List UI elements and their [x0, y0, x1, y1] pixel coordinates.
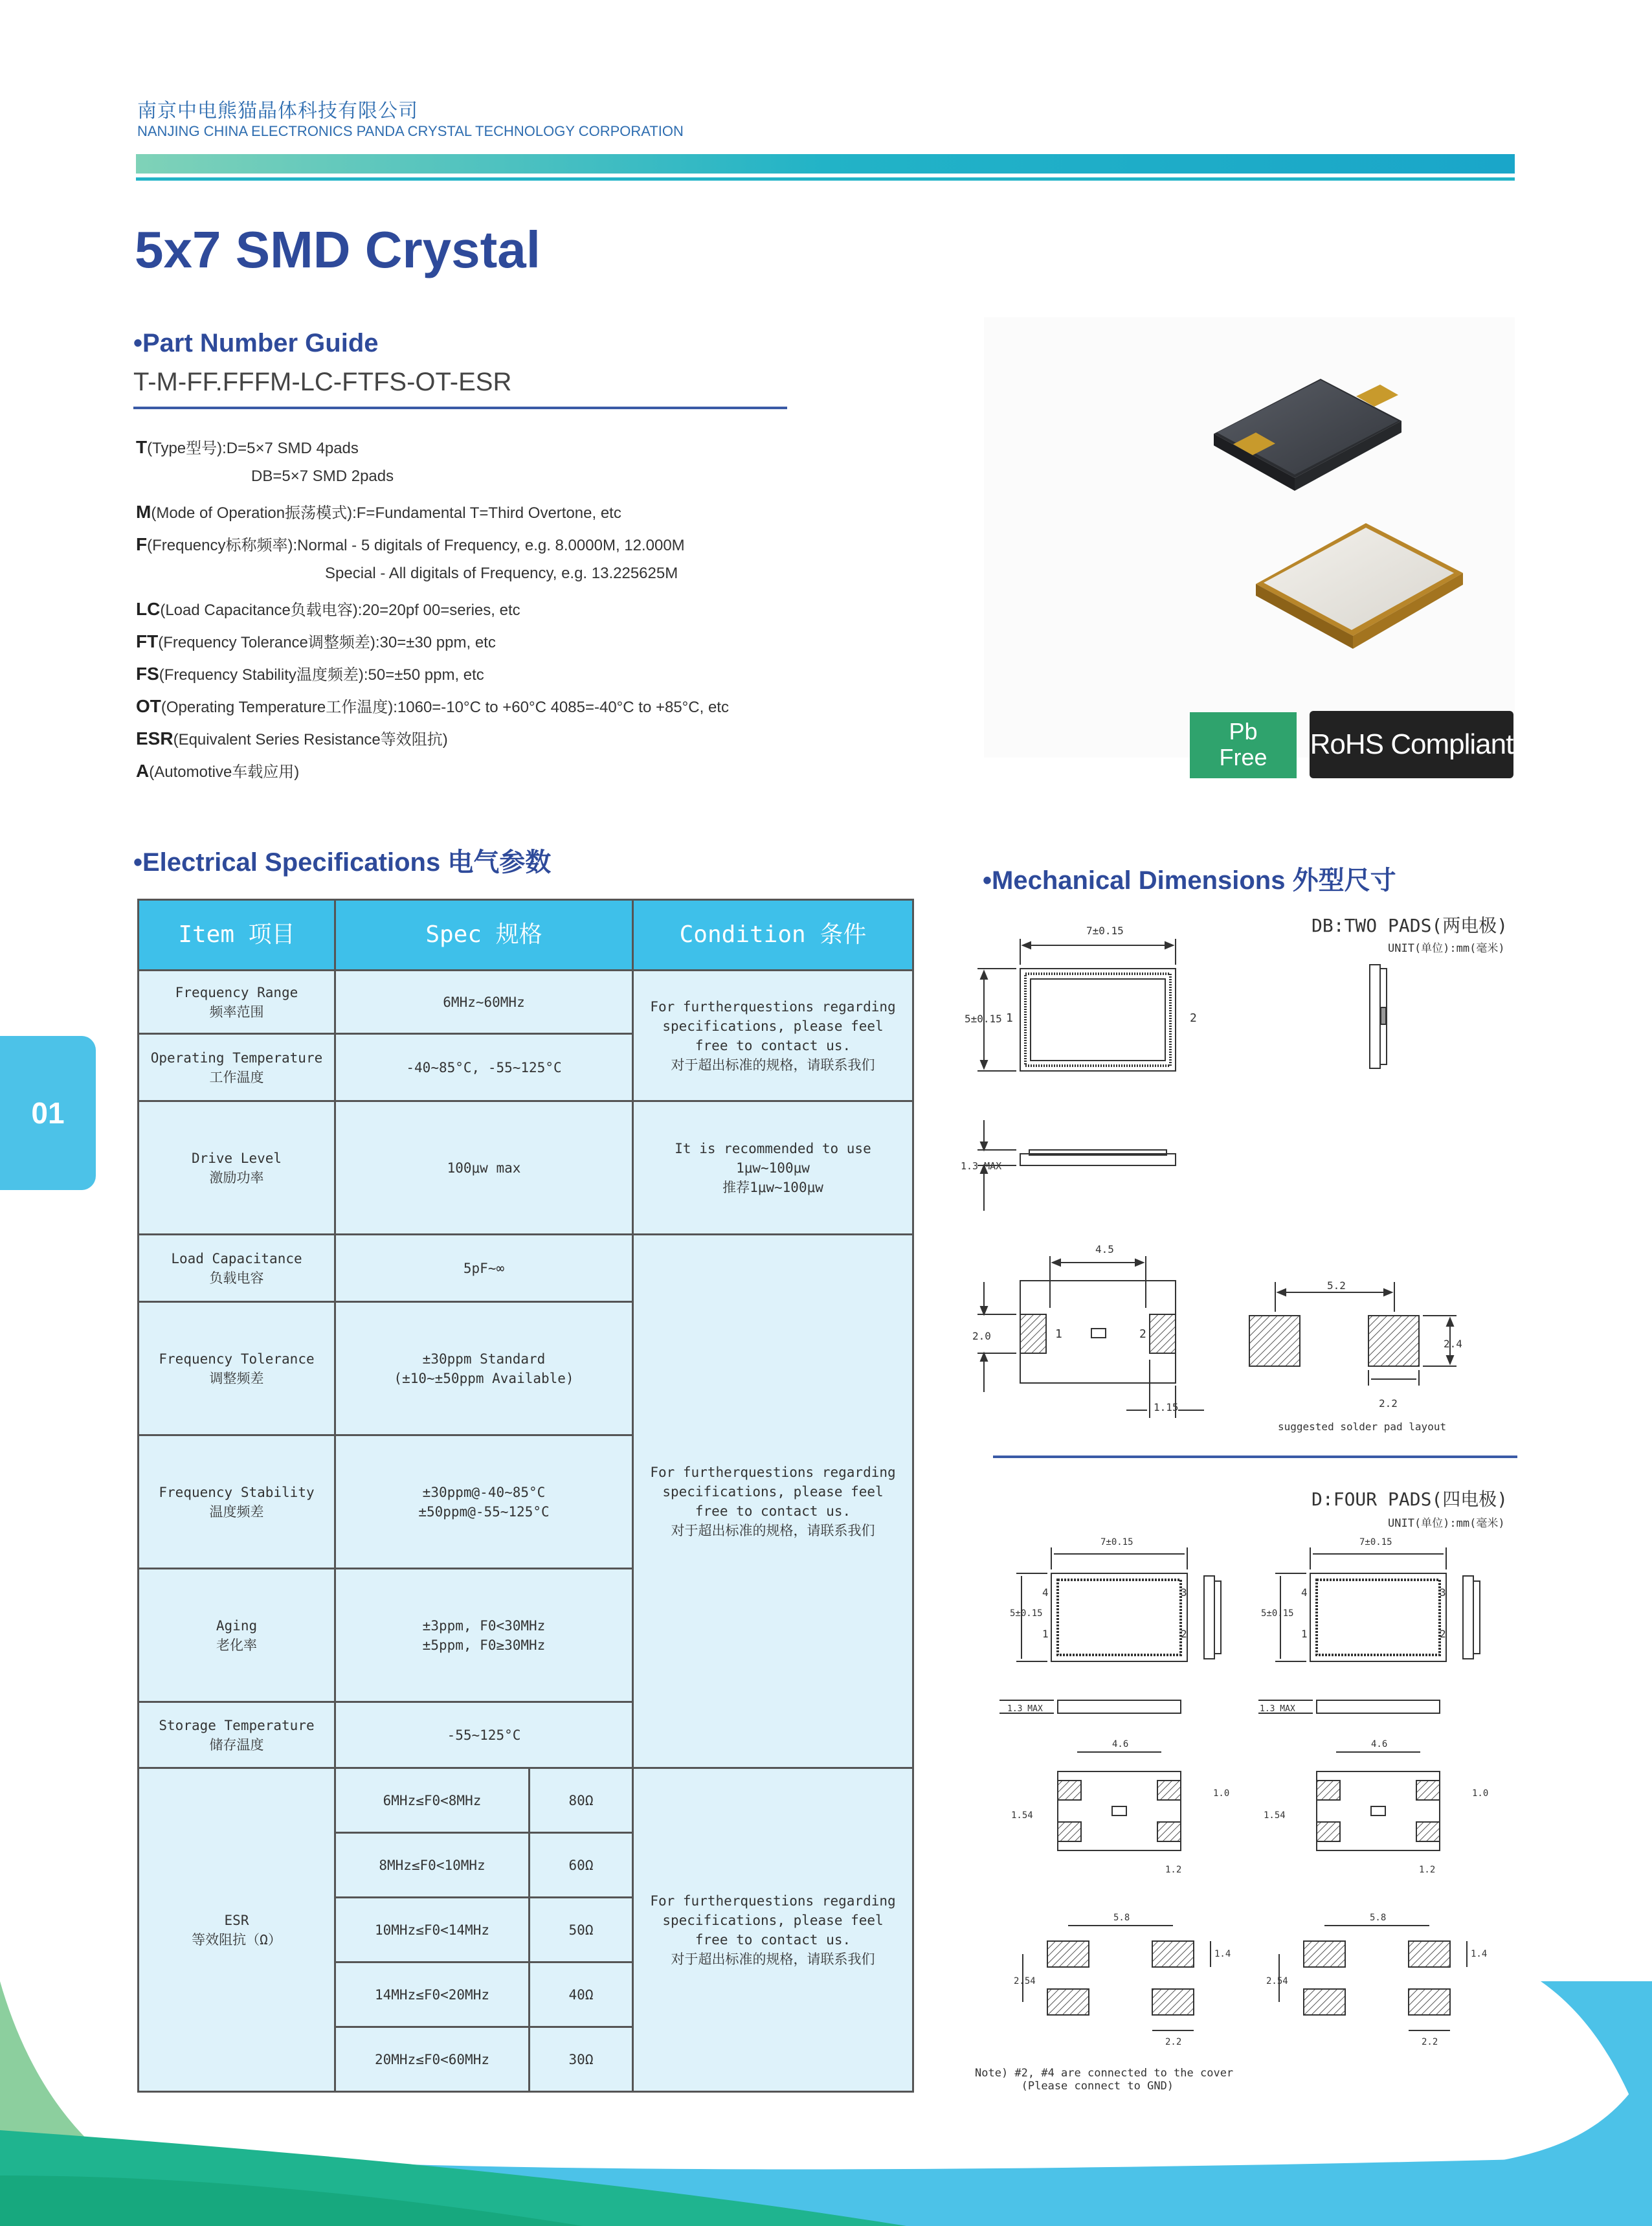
part-number-underline	[133, 407, 787, 409]
pn-line	[136, 532, 685, 555]
dim-pad-label: 2.54	[1014, 1976, 1036, 1986]
pin-label: 3	[1440, 1586, 1446, 1599]
dim-height-label: 1.3 MAX	[1260, 1704, 1295, 1714]
dim-pad-len-label: 2.2	[1165, 2037, 1182, 2047]
pn-key: FS	[136, 664, 159, 684]
spec-cell: ±30ppm@-40~85°C ±50ppm@-55~125°C	[335, 1435, 633, 1569]
rohs-badge: RoHS Compliant	[1310, 711, 1513, 778]
pn-text: (Mode of Operation振荡模式):F=Fundamental T=Third Overtone, etc	[151, 504, 621, 522]
pn-line	[136, 759, 299, 781]
dim-pad-len-label: 1.2	[1419, 1865, 1436, 1875]
pin-label: 2	[1139, 1327, 1146, 1341]
dim-pitch-label: 4.5	[1095, 1243, 1114, 1255]
company-name-en: NANJING CHINA ELECTRONICS PANDA CRYSTAL TECHNOLOGY CORPORATION	[137, 123, 684, 139]
pn-key: F	[136, 534, 148, 554]
unit-label: UNIT(单位):mm(毫米)	[1388, 942, 1505, 955]
db-solder-pad-drawing	[1243, 1269, 1463, 1386]
pn-line	[325, 565, 678, 583]
pin-label: 3	[1181, 1586, 1187, 1599]
pin-label: 1	[1301, 1628, 1308, 1640]
electrical-spec-table	[137, 899, 914, 2093]
pn-key: OT	[136, 696, 161, 716]
mechanical-note: Note) #2, #4 are connected to the cover (Please connect to GND)	[975, 2067, 1234, 2093]
dim-gap-label: 1.0	[1472, 1788, 1489, 1799]
pn-line	[251, 467, 394, 486]
pn-text: (Operating Temperature工作温度):1060=-10°C to +60°C 4085=-40°C to +85°C, etc	[161, 699, 729, 716]
dim-pad-label: 1.54	[1011, 1810, 1033, 1821]
pin-label: 2	[1181, 1628, 1187, 1640]
pin-label: 4	[1301, 1586, 1308, 1599]
pn-text: (Type型号):D=5×7 SMD 4pads	[147, 440, 359, 457]
header-condition: Condition 条件	[633, 900, 913, 971]
dim-pitch-label: 4.6	[1371, 1739, 1388, 1749]
header-item: Item 项目	[139, 900, 335, 971]
dim-pad-label: 1.54	[1264, 1810, 1286, 1821]
dim-pad-label: 2.54	[1266, 1976, 1288, 1986]
condition-cell: It is recommended to use 1μw~100μw 推荐1μw~100μw	[633, 1101, 913, 1235]
pin-label: 2	[1440, 1628, 1446, 1640]
dim-width-label: 5±0.15	[1261, 1608, 1294, 1619]
pn-line	[136, 694, 729, 717]
item-cell: Frequency Range 频率范围	[139, 971, 335, 1034]
dim-pad-height-label: 1.4	[1214, 1949, 1231, 1959]
dim-pad-height-label: 1.4	[1471, 1949, 1488, 1959]
spec-cell: -40~85°C, -55~125°C	[335, 1034, 633, 1101]
electrical-spec-title: •Electrical Specifications 电气参数	[133, 848, 552, 877]
dim-length-label: 7±0.15	[1100, 1537, 1133, 1547]
db-two-pads-label: DB:TWO PADS(两电极)	[1312, 915, 1508, 936]
item-cell: Frequency Stability 温度频差	[139, 1435, 335, 1569]
condition-cell: For furtherquestions regarding specifications, please feel free to contact us. 对于超出标准的规格，请联系我们	[633, 971, 913, 1101]
pn-line	[136, 597, 520, 620]
part-number-code: T-M-FF.FFFM-LC-FTFS-OT-ESR	[133, 368, 512, 396]
pn-key: M	[136, 502, 151, 522]
pin-label: 1	[1006, 1011, 1013, 1025]
item-cell: Operating Temperature 工作温度	[139, 1034, 335, 1101]
product-photo	[984, 317, 1515, 758]
dim-pad-len-label: 2.2	[1379, 1397, 1398, 1410]
esr-range-cell: 20MHz≤F0<60MHz	[335, 2027, 530, 2092]
pn-key: A	[136, 761, 150, 781]
esr-value-cell: 60Ω	[530, 1833, 633, 1898]
spec-cell: 6MHz~60MHz	[335, 971, 633, 1034]
spec-cell: 100μw max	[335, 1101, 633, 1235]
pn-text: Special - All digitals of Frequency, e.g. 13.225625M	[325, 565, 678, 582]
part-number-guide-title: •Part Number Guide	[133, 329, 379, 357]
header-spec: Spec 规格	[335, 900, 633, 971]
db-side-view-drawing	[1366, 962, 1392, 1072]
esr-value-cell: 30Ω	[530, 2027, 633, 2092]
item-cell: Load Capacitance 负载电容	[139, 1235, 335, 1302]
dim-pad-pitch-label: 5.8	[1113, 1913, 1130, 1923]
pin-label: 4	[1042, 1586, 1049, 1599]
dim-pad-len-label: 2.2	[1422, 2037, 1438, 2047]
pn-key: LC	[136, 599, 161, 619]
condition-cell: For furtherquestions regarding specifications, please feel free to contact us. 对于超出标准的规格，请联系我们	[633, 1768, 913, 2092]
esr-item-cell: ESR 等效阻抗（Ω）	[139, 1768, 335, 2092]
dim-width-label: 5±0.15	[1010, 1608, 1043, 1619]
d-four-pads-drawing	[971, 1535, 1502, 2059]
esr-value-cell: 40Ω	[530, 1962, 633, 2027]
dim-pad-height-label: 2.4	[1444, 1338, 1462, 1350]
pn-text: (Frequency标称频率):Normal - 5 digitals of Frequency, e.g. 8.0000M, 12.000M	[147, 537, 685, 554]
item-cell: Storage Temperature 储存温度	[139, 1702, 335, 1768]
condition-cell: For furtherquestions regarding specifications, please feel free to contact us. 对于超出标准的规格，请联系我们	[633, 1235, 913, 1768]
pn-text: (Automotive车载应用)	[149, 763, 300, 781]
pn-text: (Equivalent Series Resistance等效阻抗)	[173, 731, 448, 748]
esr-range-cell: 6MHz≤F0<8MHz	[335, 1768, 530, 1833]
pn-key: FT	[136, 631, 159, 651]
item-cell: Drive Level 激励功率	[139, 1101, 335, 1235]
pn-key: ESR	[136, 728, 173, 748]
dim-height-label: 1.3 MAX	[1007, 1704, 1043, 1714]
company-name-cn: 南京中电熊猫晶体科技有限公司	[137, 100, 418, 122]
mechanical-dimensions-title: •Mechanical Dimensions 外型尺寸	[983, 866, 1396, 895]
db-bottom-view-drawing	[958, 1243, 1230, 1424]
footer-wave	[0, 1981, 1652, 2226]
item-cell: Aging 老化率	[139, 1569, 335, 1702]
pn-line	[136, 435, 359, 458]
pin-label: 2	[1190, 1011, 1197, 1025]
pn-line	[136, 629, 496, 652]
pb-free-badge	[1190, 712, 1297, 778]
spec-cell: 5pF~∞	[335, 1235, 633, 1302]
pin-label: 1	[1042, 1628, 1049, 1640]
spec-cell: -55~125°C	[335, 1702, 633, 1768]
dim-pad-pitch-label: 5.8	[1370, 1913, 1387, 1923]
solder-caption: suggested solder pad layout	[1278, 1421, 1447, 1433]
pn-text: (Load Capacitance负载电容):20=20pf 00=series, etc	[160, 601, 520, 619]
dim-gap-label: 1.0	[1213, 1788, 1230, 1799]
pn-line	[136, 500, 621, 523]
esr-range-cell: 10MHz≤F0<14MHz	[335, 1898, 530, 1962]
header-band	[136, 154, 1515, 174]
esr-range-cell: 8MHz≤F0<10MHz	[335, 1833, 530, 1898]
dim-length-label: 7±0.15	[1359, 1537, 1392, 1547]
header-divider	[136, 177, 1515, 181]
pn-text: (Frequency Stability温度频差):50=±50 ppm, etc	[159, 666, 484, 684]
d-four-pads-label: D:FOUR PADS(四电极)	[1312, 1489, 1508, 1510]
dim-pad-pitch-label: 5.2	[1327, 1279, 1346, 1292]
pb-line: Pb	[1229, 718, 1258, 745]
pn-text: (Frequency Tolerance调整频差):30=±30 ppm, etc	[158, 634, 496, 651]
pn-line	[136, 662, 484, 684]
unit-label: UNIT(单位):mm(毫米)	[1388, 1517, 1505, 1530]
dim-pad-len-label: 1.15	[1154, 1401, 1179, 1413]
esr-value-cell: 50Ω	[530, 1898, 633, 1962]
dim-pitch-label: 4.6	[1112, 1739, 1129, 1749]
esr-value-cell: 80Ω	[530, 1768, 633, 1833]
pn-text: DB=5×7 SMD 2pads	[251, 467, 394, 485]
dim-length-label: 7±0.15	[1086, 925, 1124, 937]
pn-key: T	[136, 437, 148, 457]
free-line: Free	[1219, 744, 1267, 770]
dim-pad-width-label: 2.0	[972, 1330, 991, 1342]
dim-pad-len-label: 1.2	[1165, 1865, 1182, 1875]
esr-range-cell: 14MHz≤F0<20MHz	[335, 1962, 530, 2027]
dim-height-label: 1.3 MAX	[961, 1160, 1002, 1172]
db-top-view-drawing	[958, 919, 1295, 1088]
pn-line	[136, 726, 448, 749]
page-number-tab: 01	[0, 1036, 96, 1190]
pin-label: 1	[1055, 1327, 1062, 1341]
spec-cell: ±3ppm, F0<30MHz ±5ppm, F0≥30MHz	[335, 1569, 633, 1702]
spec-cell: ±30ppm Standard (±10~±50ppm Available)	[335, 1302, 633, 1435]
mechanical-divider	[993, 1456, 1517, 1458]
dim-width-label: 5±0.15	[965, 1013, 1002, 1025]
page-title: 5x7 SMD Crystal	[135, 221, 541, 278]
item-cell: Frequency Tolerance 调整频差	[139, 1302, 335, 1435]
